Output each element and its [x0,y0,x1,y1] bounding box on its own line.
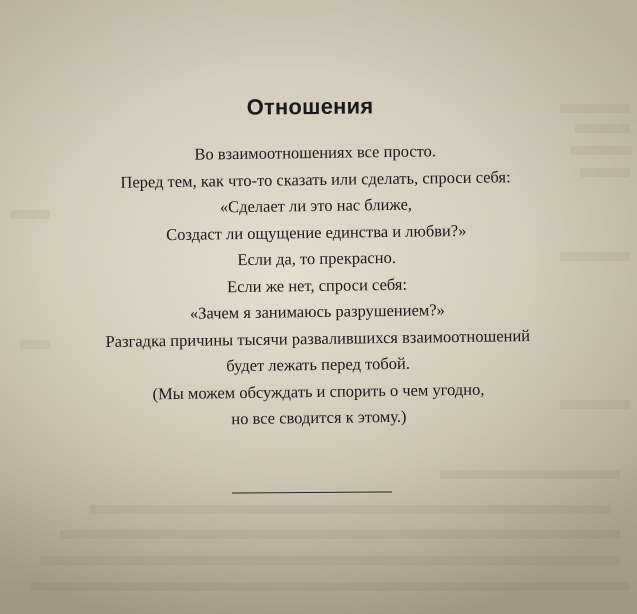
poem-line: Перед тем, как что-то сказать или сделать, спроси себя: [120,166,511,192]
poem-line: Разгадка причины тысячи развалившихся взаимоотношений [105,325,531,351]
poem-line: будет лежать перед тобой. [226,353,411,376]
poem-line: но все сводится к этому.) [231,406,407,429]
poem-line: Если же нет, спроси себя: [226,274,408,296]
poem-line: Создаст ли ощущение единства и любви?» [166,220,467,244]
poem-line: «Сделает ли это нас ближе, [219,194,413,217]
poem-title: Отношения [246,93,374,120]
poem-body [0,136,634,436]
section-divider [232,491,392,493]
poem-line: Во взаимоотношениях все просто. [194,141,437,164]
poem-line: (Мы можем обсуждать и спорить о чем угодно, [152,379,485,403]
poem-line: «Зачем я занимаюсь разрушением?» [189,300,445,323]
poem-line: Если да, то прекрасно. [237,247,396,270]
